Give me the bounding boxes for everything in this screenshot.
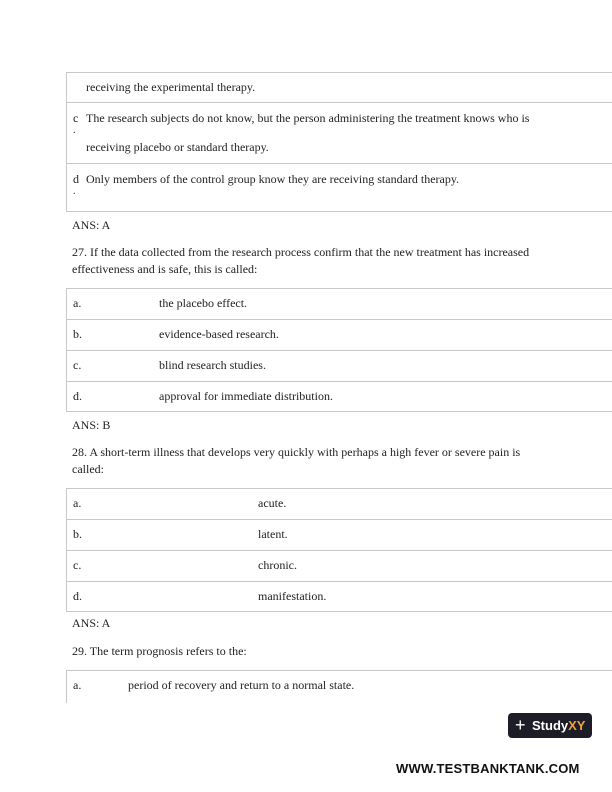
option-text: chronic. (258, 558, 297, 572)
option-letter: d (73, 172, 79, 186)
option-dot: . (73, 186, 76, 197)
option-text: blind research studies. (159, 358, 266, 372)
option-text: manifestation. (258, 589, 327, 603)
option-text: latent. (258, 527, 288, 541)
q29-question: 29. The term prognosis refers to the: (72, 644, 247, 658)
option-text-line2: receiving placebo or standard therapy. (86, 140, 269, 154)
plus-icon: + (515, 715, 526, 735)
option-text: acute. (258, 496, 287, 510)
q27-option-d (66, 382, 612, 412)
option-text-line1: The research subjects do not know, but the person administering the treatment knows who is (86, 111, 530, 125)
option-text: period of recovery and return to a normal state. (128, 678, 355, 692)
option-dot: . (73, 125, 76, 136)
option-text: the placebo effect. (159, 296, 248, 310)
q28-question: 28. A short-term illness that develops very quickly with perhaps a high fever or severe pain is called: (72, 445, 521, 476)
option-text: approval for immediate distribution. (159, 389, 333, 403)
q28-option-d (66, 582, 612, 612)
q27-option-a (66, 289, 612, 320)
option-letter: c. (73, 358, 82, 372)
footer-site-url: WWW.TESTBANKTANK.COM (396, 761, 580, 776)
studyxy-logo-badge[interactable] (508, 713, 592, 738)
q28-option-a (66, 489, 612, 520)
q27-option-b (66, 320, 612, 351)
q27-options-table (66, 288, 612, 412)
q27-answer: ANS: B (72, 418, 111, 432)
studyxy-logo-text: StudyXY (532, 718, 586, 733)
q26-option-b-continued (66, 73, 612, 103)
option-text: receiving the experimental therapy. (86, 80, 256, 94)
q28-answer: ANS: A (72, 616, 111, 630)
option-letter: d. (73, 589, 82, 603)
q26-option-c (66, 103, 612, 164)
q26-option-d (66, 164, 612, 212)
option-letter: b. (73, 327, 82, 341)
q26-answer: ANS: A (72, 218, 111, 232)
option-letter: a. (73, 296, 82, 310)
option-letter: c (73, 111, 79, 125)
option-letter: b. (73, 527, 82, 541)
option-text: evidence-based research. (159, 327, 279, 341)
q28-option-b (66, 520, 612, 551)
q27-option-c (66, 351, 612, 382)
q29-options-table (66, 670, 612, 703)
option-text: Only members of the control group know they are receiving standard therapy. (86, 172, 460, 186)
q26-options-table (66, 72, 612, 212)
option-letter: d. (73, 389, 82, 403)
option-letter: a. (73, 496, 82, 510)
q28-option-c (66, 551, 612, 582)
q28-options-table (66, 488, 612, 612)
q27-question: 27. If the data collected from the research process confirm that the new treatment has increased effectiveness and is safe, this is called: (72, 245, 530, 276)
option-letter: c. (73, 558, 82, 572)
option-letter: a. (73, 678, 82, 692)
